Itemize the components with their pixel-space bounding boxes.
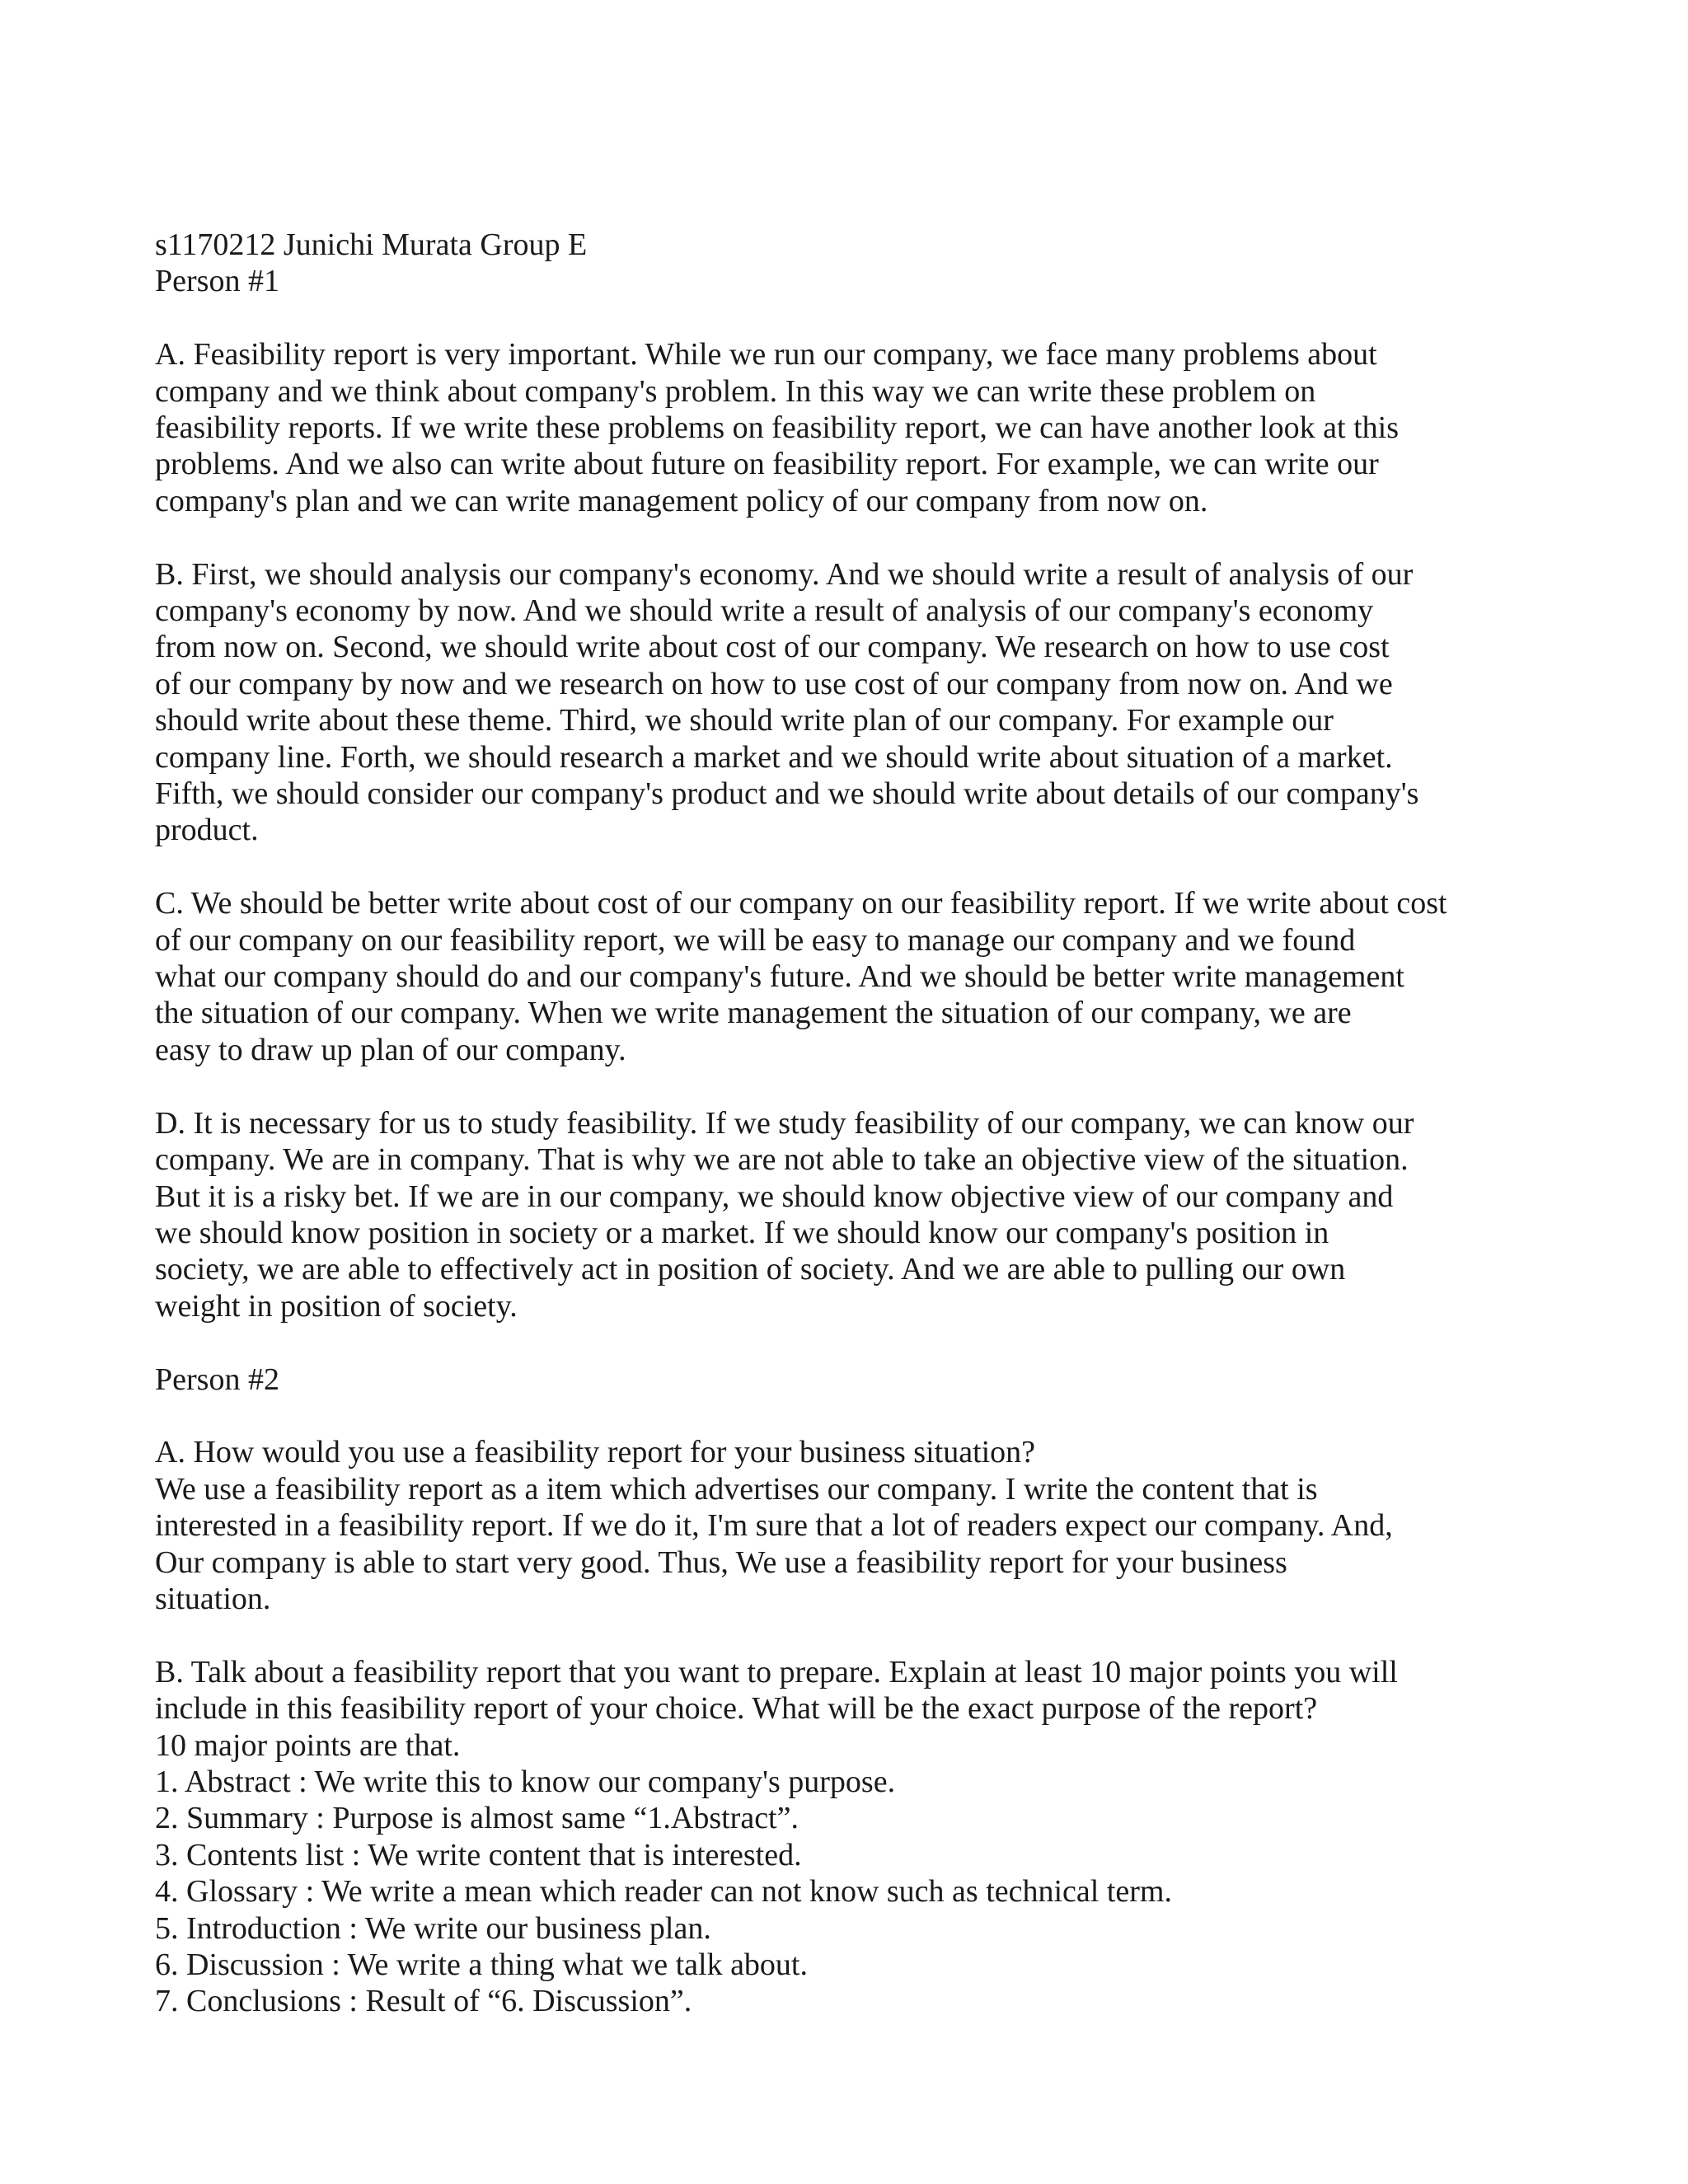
text-line: should write about these theme. Third, we should write plan of our company. For example our <box>155 703 1334 738</box>
text-line: product. <box>155 813 259 848</box>
spacer <box>155 1068 1556 1104</box>
text-line: from now on. Second, we should write about cost of our company. We research on how to use cost <box>155 630 1390 665</box>
spacer <box>155 849 1556 885</box>
text-line: interested in a feasibility report. If we do it, I'm sure that a lot of readers expect our company. And, <box>155 1508 1393 1544</box>
text-line: the situation of our company. When we write management the situation of our company, we are <box>155 996 1352 1031</box>
text-line: what our company should do and our company's future. And we should be better write management <box>155 959 1404 995</box>
text-line: Fifth, we should consider our company's product and we should write about details of our company's <box>155 776 1419 812</box>
document-body <box>155 227 1556 2020</box>
spacer <box>155 1324 1556 1361</box>
text-line: company. We are in company. That is why we are not able to take an objective view of the situation. <box>155 1142 1409 1178</box>
text-line: problems. And we also can write about future on feasibility report. For example, we can write our <box>155 447 1379 482</box>
text-line: weight in position of society. <box>155 1288 518 1324</box>
text-line: company's plan and we can write management policy of our company from now on. <box>155 483 1208 518</box>
text-line: A. Feasibility report is very important. While we run our company, we face many problems about <box>155 337 1377 373</box>
list-item: 4. Glossary : We write a mean which reader can not know such as technical term. <box>155 1874 1172 1910</box>
spacer <box>155 300 1556 336</box>
text-line: B. Talk about a feasibility report that you want to prepare. Explain at least 10 major points you will <box>155 1654 1398 1690</box>
list-item: 6. Discussion : We write a thing what we talk about. <box>155 1947 808 1982</box>
text-line: company line. Forth, we should research a market and we should write about situation of a market. <box>155 739 1393 775</box>
spacer <box>155 1398 1556 1434</box>
major-points-list <box>155 1764 1556 2020</box>
text-line: society, we are able to effectively act in position of society. And we are able to pulling our own <box>155 1252 1346 1287</box>
text-line: But it is a risky bet. If we are in our company, we should know objective view of our company and <box>155 1179 1394 1214</box>
person2-paragraph-b <box>155 1654 1556 1764</box>
text-line: include in this feasibility report of your choice. What will be the exact purpose of the report? <box>155 1691 1318 1727</box>
text-line: of our company by now and we research on how to use cost of our company from now on. And we <box>155 666 1393 701</box>
list-item: 1. Abstract : We write this to know our company's purpose. <box>155 1764 896 1799</box>
person1-paragraph-d <box>155 1105 1556 1324</box>
text-line: D. It is necessary for us to study feasibility. If we study feasibility of our company, we can know our <box>155 1105 1414 1141</box>
list-item: 3. Contents list : We write content that is interested. <box>155 1837 802 1872</box>
text-line: 10 major points are that. <box>155 1727 461 1763</box>
text-line: A. How would you use a feasibility report for your business situation? <box>155 1435 1036 1470</box>
author-line: s1170212 Junichi Murata Group E <box>155 227 588 262</box>
spacer <box>155 1617 1556 1653</box>
person1-paragraph-a <box>155 336 1556 519</box>
text-line: easy to draw up plan of our company. <box>155 1032 626 1067</box>
text-line: B. First, we should analysis our company's economy. And we should write a result of analysis of our <box>155 556 1414 592</box>
list-item: 5. Introduction : We write our business plan. <box>155 1910 711 1946</box>
text-line: of our company on our feasibility report, we will be easy to manage our company and we found <box>155 922 1356 958</box>
person1-heading: Person #1 <box>155 264 279 299</box>
person2-heading: Person #2 <box>155 1361 279 1397</box>
person2-paragraph-a <box>155 1434 1556 1617</box>
text-line: C. We should be better write about cost of our company on our feasibility report. If we write about cost <box>155 886 1447 921</box>
text-line: Our company is able to start very good. Thus, We use a feasibility report for your business <box>155 1544 1287 1580</box>
text-line: We use a feasibility report as a item which advertises our company. I write the content that is <box>155 1471 1318 1507</box>
spacer <box>155 519 1556 555</box>
list-item: 2. Summary : Purpose is almost same “1.Abstract”. <box>155 1801 799 1836</box>
person1-paragraph-c <box>155 885 1556 1068</box>
text-line: company and we think about company's problem. In this way we can write these problem on <box>155 373 1316 409</box>
text-line: we should know position in society or a market. If we should know our company's position in <box>155 1215 1329 1250</box>
text-line: situation. <box>155 1581 271 1616</box>
text-line: company's economy by now. And we should write a result of analysis of our company's economy <box>155 593 1374 629</box>
person1-paragraph-b <box>155 556 1556 849</box>
list-item: 7. Conclusions : Result of “6. Discussion”. <box>155 1984 692 2019</box>
text-line: feasibility reports. If we write these problems on feasibility report, we can have another look at this <box>155 410 1399 446</box>
